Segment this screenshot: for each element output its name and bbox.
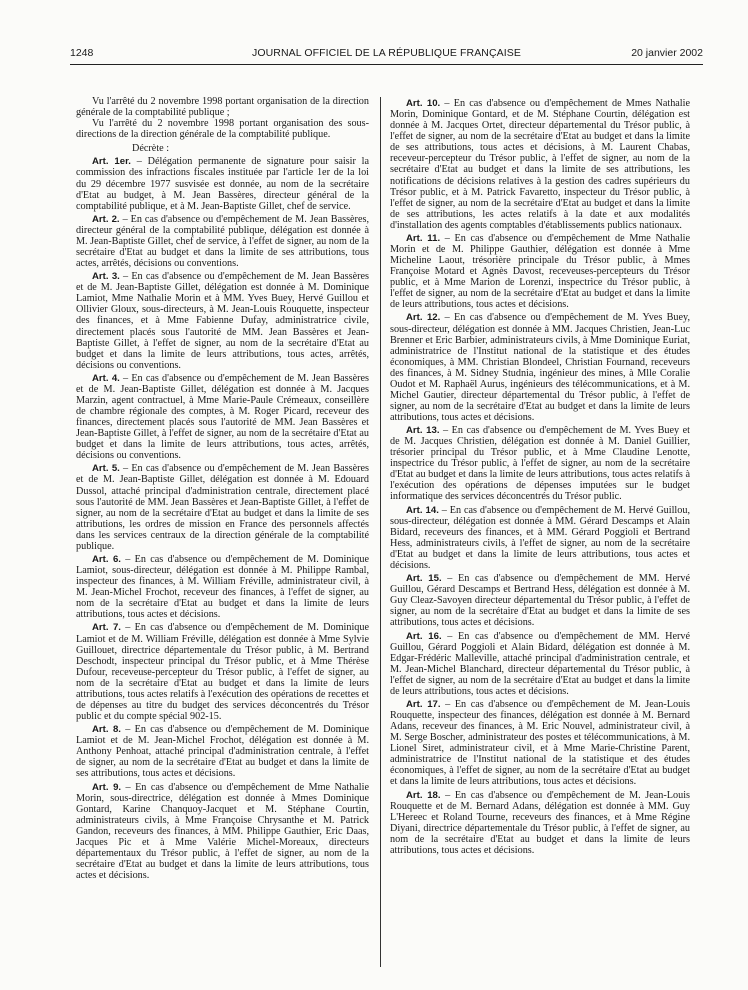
- article-paragraph: [76, 622, 369, 721]
- preamble-paragraph: Vu l'arrêté du 2 novembre 1998 portant organisation de la direction générale de la comptabilité publique ;: [76, 96, 369, 119]
- article-text: – En cas d'absence ou d'empêchement de M. Jean Bassères et de M. Jean-Baptiste Gillet, délégation est donnée à M. Dominique Lamiot, Mme Nathalie Morin et à MM. Yves Buey, Hervé Guillou et Ollivier Gloux, sous-directeurs, à M. Jean-Louis Rouquette, inspecteur des finances, et à Mme Fabienne Dufay, administratrice civile, directement placés sous l'autorité de MM. Jean Bassères et Jean-Baptiste Gillet, à l'effet de signer, au nom de la secrétaire d'Etat au budget et dans la limite de leurs attributions, tous actes, arrêtés, décisions ou conventions.: [76, 271, 369, 371]
- article-paragraph: [390, 312, 690, 422]
- article-label: Art. 5.: [92, 463, 120, 475]
- article-text: – En cas d'absence ou d'empêchement de M. Jean-Louis Rouquette, inspecteur des finances, délégation est donnée à M. Bernard Adans, receveur des finances, à M. Eric Nouvel, administrateur civil, à M. Serge Boscher, administrateur des postes et télécommunications, à M. Lionel Siret, administrateur civil, et à Mme Marie-Christine Parent, administratrice de l'Institut national de la statistique et des études économiques, à l'effet de signer, au nom de la secrétaire d'Etat au budget et dans la limite de leurs attributions, tous actes et décisions.: [390, 698, 690, 788]
- preamble-paragraph: Vu l'arrêté du 2 novembre 1998 portant organisation des sous-directions de la direction générale de la comptabilité publique.: [76, 118, 369, 141]
- article-paragraph: [76, 463, 369, 551]
- article-label: Art. 17.: [406, 698, 441, 710]
- article-text: – En cas d'absence ou d'empêchement de Mme Nathalie Morin et de M. Philippe Gauthier, délégation est donnée à Mme Micheline Laout, trésorière principale du Trésor public, à Mmes Françoise Motard et Agnès Davost, receveuses-percepteurs du Trésor public, et à Mme Marion de Lorenzi, inspectrice du Trésor public, à l'effet de signer, au nom de la secrétaire d'Etat au budget et dans la limite de leurs attributions, tous actes et décisions.: [390, 232, 690, 311]
- article-label: Art. 6.: [92, 554, 121, 565]
- article-paragraph: [76, 782, 369, 881]
- article-paragraph: [390, 573, 690, 628]
- right-column: [390, 96, 690, 976]
- article-label: Art. 1er.: [92, 156, 131, 168]
- article-text: – En cas d'absence ou d'empêchement de MM. Hervé Guillou, Gérard Descamps et Bertrand Hess, délégation est donnée à M. Guy Cleaz-Savoyen directeur départemental du Trésor public, à l'effet de signer, au nom de la secrétaire d'Etat au budget et dans la limite de ses attributions, tous actes et décisions.: [390, 573, 690, 629]
- header-rule: [70, 64, 703, 65]
- article-label: Art. 10.: [406, 98, 441, 110]
- article-label: Art. 13.: [406, 425, 440, 437]
- article-paragraph: [390, 233, 690, 310]
- left-articles: [76, 156, 369, 881]
- article-label: Art. 4.: [92, 372, 120, 384]
- article-text: – En cas d'absence ou d'empêchement de M. Dominique Lamiot et de M. Jean-Michel Frochot, délégation est donnée à M. Anthony Penhoat, attaché principal d'administration centrale, à l'effet de signer, au nom de la secrétaire d'Etat au budget et dans la limite de ses attributions, tous actes et décisions.: [76, 724, 369, 780]
- left-column: [76, 96, 369, 976]
- article-label: Art. 3.: [92, 271, 120, 283]
- article-paragraph: [76, 373, 369, 461]
- article-text: – Délégation permanente de signature pour saisir la commission des infractions fiscales instituée par l'article 1er de la loi du 29 décembre 1977 susvisée est donnée, au nom de la secrétaire d'Etat au budget, à M. Jean Bassères, directeur général de la comptabilité publique, et à M. Jean-Baptiste Gillet, chef de service.: [76, 156, 369, 212]
- page-header: [70, 47, 703, 65]
- page-number: 1248: [70, 47, 94, 59]
- article-text: – En cas d'absence ou d'empêchement de M. Hervé Guillou, sous-directeur, délégation est donnée à MM. Gérard Descamps et Alain Bidard, receveurs des finances, et à MM. Gérard Poggioli et Bertrand Hess, administrateurs civils, à l'effet de signer, au nom de la secrétaire d'Etat au budget et dans la limite de leurs attributions, tous actes et décisions.: [390, 504, 690, 571]
- issue-date: 20 janvier 2002: [631, 47, 703, 59]
- article-text: – En cas d'absence ou d'empêchement de M. Dominique Lamiot et de M. William Fréville, délégation est donnée à Mme Sylvie Guillouet, directrice départementale du Trésor public, à M. Bertrand Deschodt, inspecteur principal du Trésor public, et à Mme Thérèse Dufour, receveuse-percepteur du Trésor public, à l'effet de signer, au nom de la secrétaire d'Etat au budget et dans la limite de leurs attributions, tous actes relatifs à l'exécution des opérations de recettes et de dépenses au titre du budget des services déconcentrés du Trésor public et du compte spécial 902-15.: [76, 622, 369, 722]
- article-label: Art. 16.: [406, 630, 442, 642]
- article-paragraph: [76, 271, 369, 370]
- article-text: – En cas d'absence ou d'empêchement de MM. Hervé Guillou, Gérard Poggioli et Alain Bidard, délégation est donnée à M. Edgar-Frédéric Malleville, attaché principal d'administration centrale, et M. Jean-Michel Blanchard, directeur départemental du Trésor public, à l'effet de signer, au nom de la secrétaire d'Etat au budget et dans la limite de leurs attributions, tous actes et décisions.: [390, 630, 690, 697]
- article-label: Art. 9.: [92, 781, 122, 793]
- decrete-heading: Décrète :: [132, 143, 170, 155]
- article-label: Art. 12.: [406, 312, 441, 324]
- article-text: – En cas d'absence ou d'empêchement de M. Jean Bassères, directeur général de la comptabilité publique, délégation est donnée à M. Jean-Baptiste Gillet, chef de service, à l'effet de signer, au nom de la secrétaire d'Etat au budget et dans la limite de ses attributions, tous actes, arrêtés, décisions ou conventions.: [76, 213, 369, 270]
- article-label: Art. 18.: [406, 789, 441, 801]
- article-text: – En cas d'absence ou d'empêchement de M. Yves Buey, sous-directeur, délégation est donnée à MM. Jacques Christien, Jean-Luc Brenner et Eric Barbier, administrateurs civils, à Mme Dominique Euriat, administratrice de l'Institut national de la statistique et des études économiques, à MM. Christian Blondeel, Christian Fournand, receveurs des finances, à M. Sidney Studnia, ingénieur des mines, à Mlle Coralie Oudot et M. Raphaël Aurus, ingénieurs des télécommunications, et à M. Michel Gautier, directeur départemental du Trésor public, à l'effet de signer, au nom de la secrétaire d'Etat au budget et dans la limite de leurs attributions, tous actes et décisions.: [390, 312, 690, 423]
- journal-title: JOURNAL OFFICIEL DE LA RÉPUBLIQUE FRANÇAISE: [252, 47, 521, 59]
- article-paragraph: [76, 156, 369, 211]
- article-text: – En cas d'absence ou d'empêchement de Mmes Nathalie Morin, Dominique Gontard, et de M. Stéphane Courtin, délégation est donnée à M. Jacques Ortet, directeur départemental du Trésor public, à l'effet de signer, au nom de la secrétaire d'Etat au budget et dans la limite de ses attributions, tous actes et décisions, à M. Laurent Chabas, receveur-percepteur du Trésor public, à l'effet de signer, au nom de la secrétaire d'Etat au budget et dans la limite de ses attributions, les notifications de décisions relatives à la gestion des cadres supérieurs du Trésor public, et à M. Patrick Favaretto, inspecteur du Trésor public, à l'effet de signer, au nom de la secrétaire d'Etat au budget et dans la limite de ses attributions, les actes relatifs à la date et aux modalités d'installation des agents comptables d'établissements publics nationaux.: [390, 98, 690, 231]
- article-paragraph: [390, 98, 690, 231]
- article-paragraph: [390, 699, 690, 787]
- article-label: Art. 14.: [406, 504, 439, 516]
- article-paragraph: [76, 724, 369, 779]
- article-paragraph: [390, 790, 690, 856]
- article-label: Art. 2.: [92, 213, 120, 225]
- article-text: – En cas d'absence ou d'empêchement de Mme Nathalie Morin, sous-directrice, délégation est donnée à Mmes Dominique Gontard, Karine Chanquoy-Jacquet et M. Stéphane Courtin, administrateurs civils, à Mme Françoise Chrysanthe et M. Patrick Gandon, receveurs des finances, à MM. Philippe Gauthier, Eric Daas, Jacques Pic et à Mme Valérie Michel-Moreaux, directeurs départementaux du Trésor public, à l'effet de signer, au nom de la secrétaire d'Etat au budget et dans la limite de leurs attributions, tous actes et décisions.: [76, 781, 369, 881]
- column-divider: [380, 97, 381, 967]
- article-label: Art. 7.: [92, 622, 121, 634]
- article-paragraph: [390, 425, 690, 502]
- article-text: – En cas d'absence ou d'empêchement de M. Jean-Louis Rouquette et de M. Bernard Adans, délégation est donnée à MM. Guy L'Hereec et Roland Tourne, receveurs des finances, et à Mme Régine Diyani, directrice départementale du Trésor public, à l'effet de signer, au nom de la secrétaire d'Etat au budget et dans la limite de leurs attributions, tous actes et décisions.: [390, 789, 690, 856]
- article-text: – En cas d'absence ou d'empêchement de M. Yves Buey et de M. Jacques Christien, délégation est donnée à M. Daniel Guillier, trésorier principal du Trésor public, et à Mme Claudine Lenotte, inspectrice du Trésor public, à l'effet de signer, au nom de la secrétaire d'Etat au budget et dans la limite de leurs attributions, tous actes relatifs à l'exécution des opérations de dépenses imputées sur le budget informatique des services déconcentrés du Trésor public.: [390, 425, 690, 503]
- article-label: Art. 15.: [406, 573, 442, 585]
- article-paragraph: [76, 554, 369, 620]
- article-paragraph: [390, 631, 690, 697]
- article-paragraph: [390, 505, 690, 571]
- article-label: Art. 11.: [406, 232, 441, 244]
- right-articles: [390, 98, 690, 856]
- article-text: – En cas d'absence ou d'empêchement de M. Jean Bassères et de M. Jean-Baptiste Gillet, délégation est donnée à M. Edouard Dussol, attaché principal d'administration centrale, directement placé sous l'autorité de MM. Jean Bassères et Jean-Baptiste Gillet, à l'effet de signer, au nom de la secrétaire d'Etat au budget et dans la limite de ses attributions, les ordres de mission en France des personnels affectés dans les services centraux de la direction générale de la comptabilité publique.: [76, 463, 369, 552]
- article-label: Art. 8.: [92, 724, 121, 736]
- article-text: – En cas d'absence ou d'empêchement de M. Jean Bassères et de M. Jean-Baptiste Gillet, délégation est donnée à M. Jacques Marzin, agent contractuel, à Mme Marie-Paule Crémeaux, conseillère de chambre régionale des comptes, à M. Roger Picard, receveur des finances, directement placés sous l'autorité de MM. Jean Bassères et Jean-Baptiste Gillet, à l'effet de signer, au nom de la secrétaire d'Etat au budget et dans la limite de leurs attributions, tous actes, arrêtés, décisions ou conventions.: [76, 372, 369, 462]
- article-text: – En cas d'absence ou d'empêchement de M. Dominique Lamiot, sous-directeur, délégation est donnée à M. Philippe Rambal, inspecteur des finances, à M. William Fréville, administrateur civil, à M. Jean-Michel Frochot, receveur des finances, à l'effet de signer, au nom de la secrétaire d'Etat au budget et dans la limite de leurs attributions, tous actes et décisions.: [76, 554, 369, 621]
- article-paragraph: [76, 214, 369, 269]
